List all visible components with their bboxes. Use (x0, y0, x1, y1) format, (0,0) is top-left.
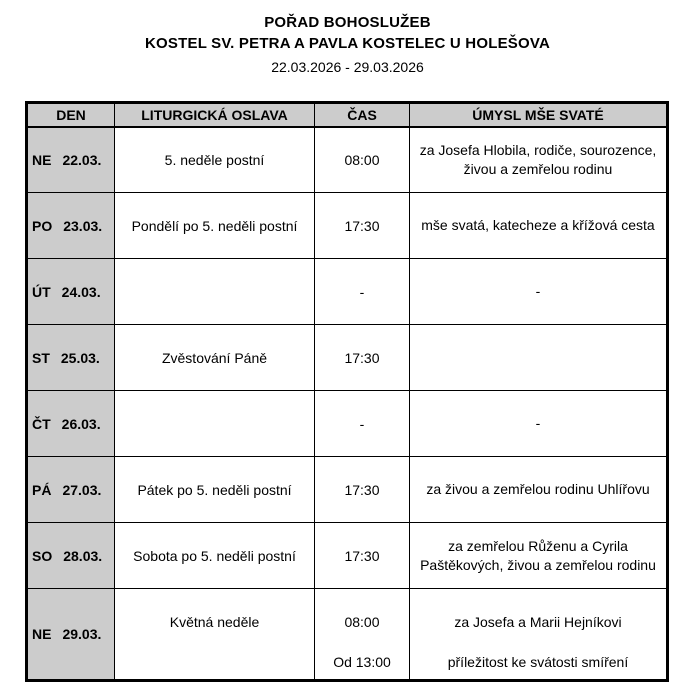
day-cell (27, 325, 115, 391)
day-date: 26.03. (61, 415, 101, 432)
column-header-liturgicka-oslava: LITURGICKÁ OSLAVA (115, 103, 315, 127)
table-row-po-23 (27, 193, 668, 259)
time-cell: 17:30 (315, 325, 410, 391)
day-date: 22.03. (62, 151, 102, 168)
time-cell: 17:30 (315, 193, 410, 259)
intention-cell: za zemřelou Růženu a Cyrila Paštěkových, živou a zemřelou rodinu (410, 523, 668, 589)
intention-cell: mše svatá, katecheze a křížová cesta (410, 193, 668, 259)
celebration-cell: Sobota po 5. neděli postní (115, 523, 315, 589)
day-abbr: PO (32, 217, 53, 234)
intention-cell: za Josefa Hlobila, rodiče, sourozence, živou a zemřelou rodinu (410, 127, 668, 193)
document-header (0, 0, 695, 76)
table-row-ne-29 (27, 589, 668, 681)
table-row-ut-24 (27, 259, 668, 325)
day-cell (27, 193, 115, 259)
intention-cell: - (410, 259, 668, 325)
column-header-umysl-mse-svate: ÚMYSL MŠE SVATÉ (410, 103, 668, 127)
intention-entry-afternoon: příležitost ke svátosti smíření (447, 654, 629, 670)
celebration-cell: Zvěstování Páně (115, 325, 315, 391)
time-cell: 08:00 (315, 127, 410, 193)
column-header-cas: ČAS (315, 103, 410, 127)
time-entry-morning: 08:00 (344, 614, 380, 630)
intention-cell: - (410, 391, 668, 457)
table-row-ct-26 (27, 391, 668, 457)
column-header-den: DEN (27, 103, 115, 127)
intention-cell (410, 325, 668, 391)
intention-entry-morning: za Josefa a Marii Hejníkovi (454, 614, 622, 630)
day-abbr: NE (32, 151, 52, 168)
time-cell (315, 589, 410, 681)
day-cell (27, 457, 115, 523)
church-name: KOSTEL SV. PETRA A PAVLA KOSTELEC U HOLEŠOVA (145, 35, 550, 52)
date-range: 22.03.2026 - 29.03.2026 (271, 59, 424, 75)
time-cell: 17:30 (315, 457, 410, 523)
day-cell (27, 259, 115, 325)
day-abbr: NE (32, 626, 52, 642)
document-title: POŘAD BOHOSLUŽEB (264, 14, 431, 31)
time-cell: - (315, 391, 410, 457)
table-header (27, 103, 668, 127)
time-entry-afternoon: Od 13:00 (333, 654, 391, 670)
day-date: 29.03. (62, 626, 102, 642)
celebration-cell: Pátek po 5. neděli postní (115, 457, 315, 523)
table-body (27, 127, 668, 681)
celebration-cell (115, 259, 315, 325)
table-row-so-28 (27, 523, 668, 589)
day-date: 24.03. (61, 283, 101, 300)
celebration-cell: Květná neděle (115, 589, 315, 681)
day-abbr: ÚT (32, 283, 51, 300)
day-abbr: SO (32, 547, 53, 564)
day-abbr: PÁ (32, 481, 52, 498)
day-date: 25.03. (60, 349, 100, 366)
celebration-cell: 5. neděle postní (115, 127, 315, 193)
day-date: 27.03. (62, 481, 102, 498)
header-row (27, 103, 668, 127)
intention-cell: za živou a zemřelou rodinu Uhlířovu (410, 457, 668, 523)
day-abbr: ČT (32, 415, 51, 432)
table-row-pa-27 (27, 457, 668, 523)
table-row-st-25 (27, 325, 668, 391)
day-date: 28.03. (63, 547, 103, 564)
celebration-cell: Pondělí po 5. neděli postní (115, 193, 315, 259)
day-cell (27, 523, 115, 589)
day-date: 23.03. (63, 217, 103, 234)
day-cell (27, 127, 115, 193)
schedule-table (25, 101, 669, 682)
time-cell: 17:30 (315, 523, 410, 589)
time-cell: - (315, 259, 410, 325)
day-cell (27, 391, 115, 457)
intention-cell (410, 589, 668, 681)
day-cell (27, 589, 115, 681)
table-row-ne-22 (27, 127, 668, 193)
celebration-cell (115, 391, 315, 457)
day-abbr: ST (32, 349, 50, 366)
